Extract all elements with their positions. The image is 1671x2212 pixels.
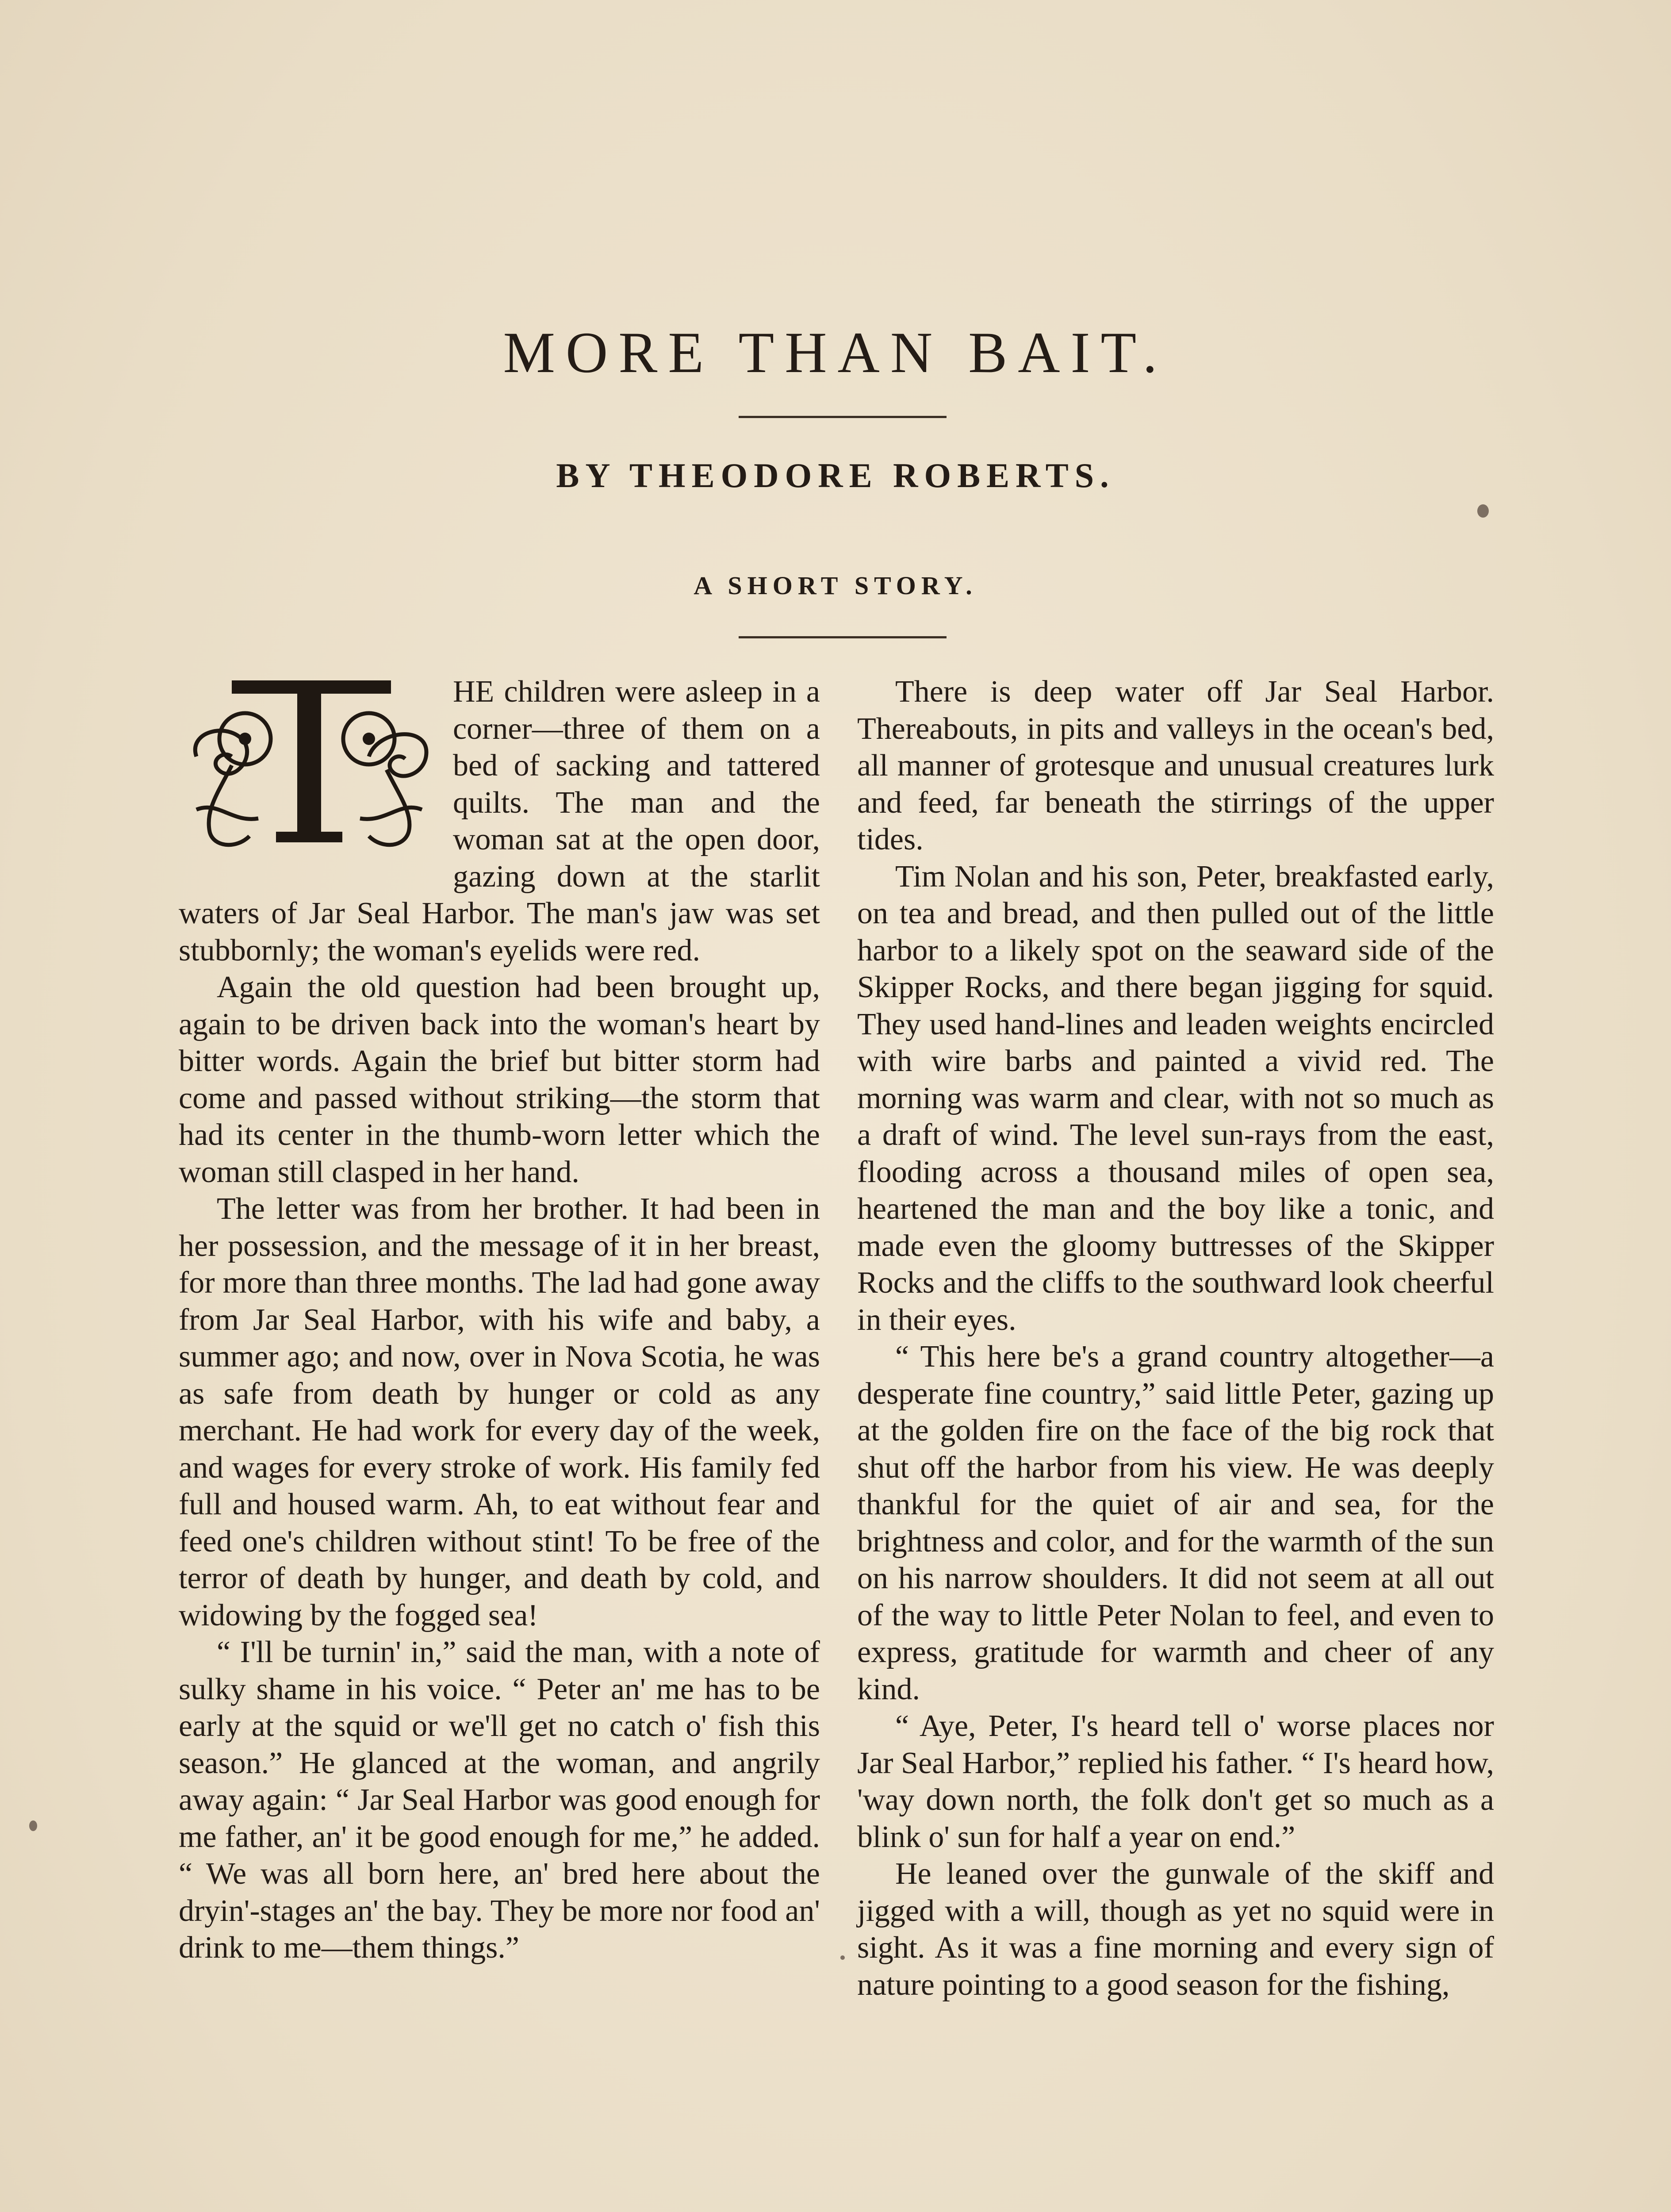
ornamental-dropcap: [179, 677, 440, 858]
right-column: [857, 673, 1494, 2003]
dropcap-ornament-icon: [179, 677, 440, 858]
dropcap-letter: T: [306, 811, 312, 821]
paragraph: There is deep water off Jar Seal Harbor. Thereabouts, in pits and valleys in the ocean's bed, all manner of grotesque and unusual creatures lurk and feed, far beneath the stirrings of the upper tides.: [857, 675, 1494, 856]
paragraph: Again the old question had been brought up, again to be driven back into the woman's heart by bitter words. Again the brief but bitter storm had come and passed without striking—the storm that had its center in the thumb-worn letter which the woman still clasped in her hand.: [179, 970, 820, 1189]
kicker-divider: [739, 636, 947, 638]
paragraph: He leaned over the gunwale of the skiff and jigged with a will, though as yet no squid were in sight. As it was a fine morning and every sign of nature pointing to a good season for the fishing,: [857, 1857, 1494, 2002]
paragraph: “ Aye, Peter, I's heard tell o' worse places nor Jar Seal Harbor,” replied his father. “ I's heard how, 'way down north, the folk don't get so much as a blink o' sun for half a year on end.”: [857, 1709, 1494, 1854]
paragraph: “ This here be's a grand country altogether—a desperate fine country,” said little Peter, gazing up at the golden fire on the face of the big rock that shut off the harbor from his view. He was deeply thankful for the quiet of air and sea, for the brightness and color, and for the warmth of the sun on his narrow shoulders. It did not seem at all out of the way to little Peter Nolan to feel, and even to express, gratitude for warmth and cheer of any kind.: [857, 1340, 1494, 1706]
story-title: MORE THAN BAIT.: [503, 320, 1168, 385]
story-kicker: A SHORT STORY.: [694, 571, 977, 600]
paragraph: The letter was from her brother. It had been in her possession, and the message of it in her breast, for more than three months. The lad had gone away from Jar Seal Harbor, with his wife and baby, a summer ago; and now, over in Nova Scotia, he was as safe from death by hunger or cold as any merchant. He had work for every day of the week, and wages for every stroke of work. His family fed full and housed warm. Ah, to eat without fear and feed one's children without stint! To be free of the terror of death by hunger, and death by cold, and widowing by the fogged sea!: [179, 1192, 820, 1632]
title-divider: [739, 416, 947, 418]
story-byline: BY THEODORE ROBERTS.: [556, 456, 1115, 495]
opening-paragraph: HE children were asleep in a corner—three of them on a bed of sacking and tattered quilts. The man and the woman sat at the open door, gazing down at the starlit waters of Jar Seal Harbor. The man's jaw was set stubbornly; the woman's eyelids were red.: [179, 675, 820, 968]
paper-speck: [1477, 504, 1489, 518]
paragraph: Tim Nolan and his son, Peter, breakfasted early, on tea and bread, and then pulled out of the little harbor to a likely spot on the seaward side of the Skipper Rocks, and there began jigging for squid. They used hand-lines and leaden weights encircled with wire barbs and painted a vivid red. The morning was warm and clear, with not so much as a draft of wind. The level sun-rays from the east, flooding across a thousand miles of open sea, heartened the man and the boy like a tonic, and made even the gloomy buttresses of the Skipper Rocks and the cliffs to the southward look cheerful in their eyes.: [857, 859, 1494, 1337]
left-column: [179, 673, 820, 1966]
paragraph: “ I'll be turnin' in,” said the man, with a note of sulky shame in his voice. “ Peter an' me has to be early at the squid or we'll get no catch o' fish this season.” He glanced at the woman, and angrily away again: “ Jar Seal Harbor was good enough for me father, an' it be good enough for me,” he added. “ We was all born here, an' bred here about the dryin'-stages an' the bay. They be more nor food an' drink to me—them things.”: [179, 1635, 820, 1965]
paper-speck: [29, 1820, 37, 1831]
paper-speck: [840, 1955, 845, 1960]
